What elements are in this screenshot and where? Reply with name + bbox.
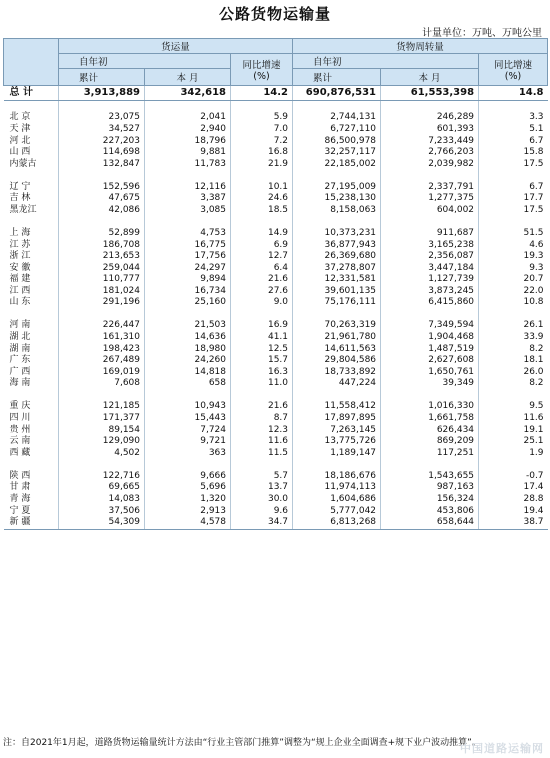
header-cumulative-volume: 累计 <box>59 69 145 86</box>
cell-t1: 447,224 <box>293 378 381 390</box>
cell-t2: 7,233,449 <box>381 136 479 148</box>
cell-v2: 18,796 <box>145 136 231 148</box>
footnote: 注：自2021年1月起，道路货物运输量统计方法由“行业主管部门推算”调整为“规上企业全面调查+规下业户波动推算”。 <box>3 738 481 748</box>
cell-t1: 12,331,581 <box>293 274 381 286</box>
table-row <box>4 401 548 413</box>
cell-t3: 10.8 <box>523 297 544 308</box>
cell-t1: 5,777,042 <box>293 506 381 518</box>
cell-v1: 227,203 <box>59 136 145 148</box>
spacer-row <box>4 390 548 401</box>
cell-v2: 342,618 <box>145 86 231 101</box>
cell-t1: 11,558,412 <box>293 401 381 413</box>
unit-label: 计量单位：万吨、万吨公里 <box>422 28 542 39</box>
cell-t2: 1,904,468 <box>381 332 479 344</box>
cell-t3: 19.3 <box>523 251 544 262</box>
cell-t3: 19.4 <box>523 505 544 516</box>
cell-t2: 626,434 <box>381 425 479 437</box>
region-name: 云 南 <box>4 436 59 448</box>
cell-v1: 37,506 <box>59 506 145 518</box>
cell-t3: 38.7 <box>479 517 548 529</box>
region-name: 江 西 <box>4 286 59 298</box>
region-name: 北 京 <box>4 112 59 124</box>
region-name: 海 南 <box>4 378 59 390</box>
cell-v1: 129,090 <box>59 436 145 448</box>
cell-t3: 14.8 <box>479 86 548 101</box>
table-row <box>4 320 548 332</box>
cell-v1: 132,847 <box>59 159 145 171</box>
table-row <box>4 124 548 136</box>
header-yoy-turnover-pct: (%) <box>504 71 522 82</box>
header-freight-volume: 货运量 <box>59 39 293 54</box>
cell-t2: 2,766,203 <box>381 147 479 159</box>
cell-t3: 15.8 <box>523 147 544 158</box>
cell-v2: 363 <box>145 448 231 460</box>
spacer-row <box>4 170 548 181</box>
region-name: 浙 江 <box>4 251 59 263</box>
region-name: 安 徽 <box>4 263 59 275</box>
cell-t3: 26.1 <box>523 320 544 331</box>
cell-v3: 9.0 <box>231 297 293 309</box>
cell-t1: 18,186,676 <box>293 471 381 483</box>
cell-t2: 453,806 <box>381 506 479 518</box>
table-row <box>4 240 548 252</box>
cell-t1: 26,369,680 <box>293 251 381 263</box>
table-row <box>4 274 548 286</box>
cell-t2: 911,687 <box>381 228 479 240</box>
cell-t2: 601,393 <box>381 124 479 136</box>
table-row <box>4 228 548 240</box>
region-name: 重 庆 <box>4 401 59 413</box>
cell-v1: 259,044 <box>59 263 145 275</box>
cell-v3: 18.5 <box>231 205 293 217</box>
cell-t3: 6.7 <box>529 135 544 146</box>
table-row <box>4 136 548 148</box>
cell-t1: 1,189,147 <box>293 448 381 460</box>
cell-v3: 15.7 <box>231 355 293 367</box>
cell-t1: 86,500,978 <box>293 136 381 148</box>
cell-v1: 291,196 <box>59 297 145 309</box>
table-body <box>4 86 548 530</box>
cell-v3: 6.9 <box>231 240 293 252</box>
cell-v3: 34.7 <box>231 517 293 529</box>
cell-v1: 89,154 <box>59 425 145 437</box>
cell-v1: 267,489 <box>59 355 145 367</box>
region-name: 新 疆 <box>4 517 59 529</box>
region-name: 湖 北 <box>4 332 59 344</box>
cell-t1: 39,601,135 <box>293 286 381 298</box>
cell-t3: 19.1 <box>523 424 544 435</box>
cell-v3: 14.9 <box>231 228 293 240</box>
table-row <box>4 147 548 159</box>
cell-v1: 23,075 <box>59 112 145 124</box>
cell-t2: 604,002 <box>381 205 479 217</box>
cell-t1: 690,876,531 <box>293 86 381 101</box>
cell-v1: 14,083 <box>59 494 145 506</box>
cell-t2: 1,543,655 <box>381 471 479 483</box>
cell-t1: 32,257,117 <box>293 147 381 159</box>
cell-v2: 2,940 <box>145 124 231 136</box>
cell-t2: 2,356,087 <box>381 251 479 263</box>
cell-t2: 61,553,398 <box>381 86 479 101</box>
cell-v3: 11.6 <box>231 436 293 448</box>
cell-t3: -0.7 <box>525 470 544 481</box>
cell-t2: 3,873,245 <box>381 286 479 298</box>
cell-t1: 27,195,009 <box>293 182 381 194</box>
cell-v2: 25,160 <box>145 297 231 309</box>
cell-t2: 658,644 <box>381 517 479 529</box>
cell-t3: 11.6 <box>523 413 544 424</box>
cell-v2: 14,636 <box>145 332 231 344</box>
table-row <box>4 159 548 171</box>
cell-t1: 8,158,063 <box>293 205 381 217</box>
cell-v3: 16.3 <box>231 367 293 379</box>
cell-t2: 1,127,739 <box>381 274 479 286</box>
cell-v1: 110,777 <box>59 274 145 286</box>
cell-t3: 3.3 <box>529 112 544 123</box>
region-name: 四 川 <box>4 413 59 425</box>
cell-t2: 1,016,330 <box>381 401 479 413</box>
cell-v1: 3,913,889 <box>59 86 145 101</box>
cell-v1: 161,310 <box>59 332 145 344</box>
cell-t3: 17.5 <box>523 158 544 169</box>
cell-v1: 114,698 <box>59 147 145 159</box>
cell-v2: 9,666 <box>145 471 231 483</box>
cell-v2: 9,721 <box>145 436 231 448</box>
watermark-logo: 中国道路运输网 <box>460 742 544 755</box>
cell-v1: 213,653 <box>59 251 145 263</box>
cell-v1: 42,086 <box>59 205 145 217</box>
cell-v3: 7.2 <box>231 136 293 148</box>
region-name: 内蒙古 <box>4 159 59 171</box>
cell-v1: 198,423 <box>59 344 145 356</box>
cell-t1: 15,238,130 <box>293 193 381 205</box>
cell-t1: 7,263,145 <box>293 425 381 437</box>
cell-t3: 8.2 <box>529 343 544 354</box>
cell-t2: 1,650,761 <box>381 367 479 379</box>
header-yoy-volume-pct: (%) <box>253 71 270 82</box>
cell-t3: 20.7 <box>523 274 544 285</box>
cell-v3: 27.6 <box>231 286 293 298</box>
header-yoy-volume <box>231 54 293 86</box>
cell-t2: 6,415,860 <box>381 297 479 309</box>
cell-t1: 6,727,110 <box>293 124 381 136</box>
cell-t2: 7,349,594 <box>381 320 479 332</box>
table-row <box>4 182 548 194</box>
region-name: 总 计 <box>4 86 59 101</box>
header-ytd-volume: 自年初 <box>59 54 231 69</box>
freight-table <box>3 38 548 530</box>
cell-v1: 171,377 <box>59 413 145 425</box>
header-yoy-turnover-text: 同比增速 <box>494 60 533 71</box>
header-yoy-volume-text: 同比增速 <box>242 60 281 71</box>
cell-t2: 39,349 <box>381 378 479 390</box>
cell-t1: 21,961,780 <box>293 332 381 344</box>
cell-v1: 7,608 <box>59 378 145 390</box>
region-name: 宁 夏 <box>4 506 59 518</box>
cell-v2: 24,260 <box>145 355 231 367</box>
cell-v1: 52,899 <box>59 228 145 240</box>
cell-t2: 2,039,982 <box>381 159 479 171</box>
cell-t1: 70,263,319 <box>293 320 381 332</box>
cell-t1: 18,733,892 <box>293 367 381 379</box>
region-name: 江 苏 <box>4 240 59 252</box>
cell-v3: 12.3 <box>231 425 293 437</box>
cell-v2: 21,503 <box>145 320 231 332</box>
cell-v2: 11,783 <box>145 159 231 171</box>
table-row <box>4 263 548 275</box>
cell-t2: 117,251 <box>381 448 479 460</box>
cell-v2: 3,387 <box>145 193 231 205</box>
cell-t2: 2,627,608 <box>381 355 479 367</box>
cell-v3: 13.7 <box>231 482 293 494</box>
table-row <box>4 355 548 367</box>
region-name: 河 南 <box>4 320 59 332</box>
header-yoy-turnover <box>479 54 548 86</box>
cell-v3: 8.7 <box>231 413 293 425</box>
cell-t2: 2,337,791 <box>381 182 479 194</box>
cell-t1: 1,604,686 <box>293 494 381 506</box>
table-row <box>4 517 548 529</box>
cell-t1: 13,775,726 <box>293 436 381 448</box>
cell-t1: 6,813,268 <box>293 517 381 529</box>
cell-t1: 29,804,586 <box>293 355 381 367</box>
cell-v1: 4,502 <box>59 448 145 460</box>
table-row <box>4 378 548 390</box>
region-name: 天 津 <box>4 124 59 136</box>
cell-v1: 226,447 <box>59 320 145 332</box>
cell-t3: 17.5 <box>523 204 544 215</box>
region-name: 辽 宁 <box>4 182 59 194</box>
cell-t2: 3,447,184 <box>381 263 479 275</box>
table-row <box>4 367 548 379</box>
cell-v2: 16,775 <box>145 240 231 252</box>
table-row <box>4 425 548 437</box>
cell-v3: 14.2 <box>231 86 293 101</box>
cell-v1: 34,527 <box>59 124 145 136</box>
region-name: 青 海 <box>4 494 59 506</box>
cell-t2: 1,487,519 <box>381 344 479 356</box>
header-month-volume: 本 月 <box>145 69 231 86</box>
table-row <box>4 112 548 124</box>
table-row <box>4 344 548 356</box>
cell-v2: 17,756 <box>145 251 231 263</box>
cell-t3: 33.9 <box>523 332 544 343</box>
header-cumulative-turnover: 累计 <box>293 69 381 86</box>
cell-v1: 181,024 <box>59 286 145 298</box>
cell-v2: 4,753 <box>145 228 231 240</box>
cell-t3: 25.1 <box>523 436 544 447</box>
cell-v2: 15,443 <box>145 413 231 425</box>
cell-v2: 18,980 <box>145 344 231 356</box>
cell-v1: 54,309 <box>59 517 145 529</box>
cell-v3: 7.0 <box>231 124 293 136</box>
region-name: 西 藏 <box>4 448 59 460</box>
cell-v3: 9.6 <box>231 506 293 518</box>
table-row <box>4 332 548 344</box>
cell-v3: 24.6 <box>231 193 293 205</box>
cell-v2: 1,320 <box>145 494 231 506</box>
region-name: 山 西 <box>4 147 59 159</box>
cell-v2: 12,116 <box>145 182 231 194</box>
table-row <box>4 205 548 217</box>
cell-t2: 987,163 <box>381 482 479 494</box>
header-ytd-turnover: 自年初 <box>293 54 479 69</box>
header-turnover: 货物周转量 <box>293 39 548 54</box>
cell-t3: 6.7 <box>529 181 544 192</box>
cell-t1: 17,897,895 <box>293 413 381 425</box>
header-blank <box>4 39 59 86</box>
cell-t3: 1.9 <box>529 447 544 458</box>
table-row <box>4 482 548 494</box>
cell-t1: 22,185,002 <box>293 159 381 171</box>
cell-v3: 21.6 <box>231 401 293 413</box>
cell-t2: 869,209 <box>381 436 479 448</box>
table-row <box>4 448 548 460</box>
cell-v3: 11.5 <box>231 448 293 460</box>
cell-v2: 4,578 <box>145 517 231 529</box>
region-name: 湖 南 <box>4 344 59 356</box>
cell-v2: 16,734 <box>145 286 231 298</box>
region-name: 贵 州 <box>4 425 59 437</box>
cell-v3: 21.6 <box>231 274 293 286</box>
cell-v1: 186,708 <box>59 240 145 252</box>
cell-v2: 3,085 <box>145 205 231 217</box>
cell-v2: 658 <box>145 378 231 390</box>
table-row <box>4 193 548 205</box>
header-month-turnover: 本 月 <box>381 69 479 86</box>
cell-v1: 152,596 <box>59 182 145 194</box>
cell-v2: 14,818 <box>145 367 231 379</box>
cell-t1: 36,877,943 <box>293 240 381 252</box>
region-name: 上 海 <box>4 228 59 240</box>
region-name: 广 西 <box>4 367 59 379</box>
cell-t2: 1,277,375 <box>381 193 479 205</box>
cell-t3: 18.1 <box>523 355 544 366</box>
cell-v3: 21.9 <box>231 159 293 171</box>
cell-v1: 121,185 <box>59 401 145 413</box>
spacer-row <box>4 459 548 470</box>
spacer-row <box>4 217 548 228</box>
cell-t3: 28.8 <box>523 493 544 504</box>
region-name: 河 北 <box>4 136 59 148</box>
cell-t3: 22.0 <box>523 285 544 296</box>
cell-v2: 24,297 <box>145 263 231 275</box>
table-row <box>4 251 548 263</box>
region-name: 陕 西 <box>4 471 59 483</box>
cell-t3: 9.5 <box>529 401 544 412</box>
cell-v1: 169,019 <box>59 367 145 379</box>
cell-t3: 51.5 <box>523 227 544 238</box>
cell-t1: 10,373,231 <box>293 228 381 240</box>
region-name: 黑龙江 <box>4 205 59 217</box>
cell-t3: 5.1 <box>529 123 544 134</box>
cell-t2: 3,165,238 <box>381 240 479 252</box>
cell-v3: 5.7 <box>231 471 293 483</box>
cell-v1: 69,665 <box>59 482 145 494</box>
cell-v2: 9,881 <box>145 147 231 159</box>
table-row <box>4 413 548 425</box>
cell-t3: 9.3 <box>529 262 544 273</box>
region-name: 广 东 <box>4 355 59 367</box>
cell-v3: 10.1 <box>231 182 293 194</box>
cell-v3: 11.0 <box>231 378 293 390</box>
table-row <box>4 471 548 483</box>
cell-v1: 47,675 <box>59 193 145 205</box>
cell-t3: 17.4 <box>523 482 544 493</box>
table-row <box>4 506 548 518</box>
table-row <box>4 436 548 448</box>
cell-v2: 5,696 <box>145 482 231 494</box>
region-name: 福 建 <box>4 274 59 286</box>
region-name: 山 东 <box>4 297 59 309</box>
cell-v1: 122,716 <box>59 471 145 483</box>
cell-v3: 6.4 <box>231 263 293 275</box>
cell-t1: 37,278,807 <box>293 263 381 275</box>
cell-t1: 11,974,113 <box>293 482 381 494</box>
cell-t1: 2,744,131 <box>293 112 381 124</box>
cell-t1: 14,611,563 <box>293 344 381 356</box>
cell-t3: 8.2 <box>529 378 544 389</box>
cell-t2: 156,324 <box>381 494 479 506</box>
cell-v3: 30.0 <box>231 494 293 506</box>
cell-t2: 246,289 <box>381 112 479 124</box>
region-name: 甘 肃 <box>4 482 59 494</box>
spacer-row <box>4 101 548 113</box>
table-row <box>4 286 548 298</box>
cell-v3: 16.9 <box>231 320 293 332</box>
page-title: 公路货物运输量 <box>218 5 331 23</box>
table-row <box>4 297 548 309</box>
cell-v3: 5.9 <box>231 112 293 124</box>
cell-t3: 17.7 <box>523 193 544 204</box>
cell-t2: 1,661,758 <box>381 413 479 425</box>
region-name: 吉 林 <box>4 193 59 205</box>
cell-v3: 41.1 <box>231 332 293 344</box>
cell-v2: 2,041 <box>145 112 231 124</box>
table-row <box>4 494 548 506</box>
cell-v2: 2,913 <box>145 506 231 518</box>
cell-v3: 12.5 <box>231 344 293 356</box>
cell-v3: 16.8 <box>231 147 293 159</box>
cell-t3: 26.0 <box>523 366 544 377</box>
cell-v2: 7,724 <box>145 425 231 437</box>
cell-v2: 9,894 <box>145 274 231 286</box>
cell-t1: 75,176,111 <box>293 297 381 309</box>
cell-v2: 10,943 <box>145 401 231 413</box>
cell-v3: 12.7 <box>231 251 293 263</box>
cell-t3: 4.6 <box>529 239 544 250</box>
total-row <box>4 86 548 101</box>
spacer-row <box>4 309 548 320</box>
